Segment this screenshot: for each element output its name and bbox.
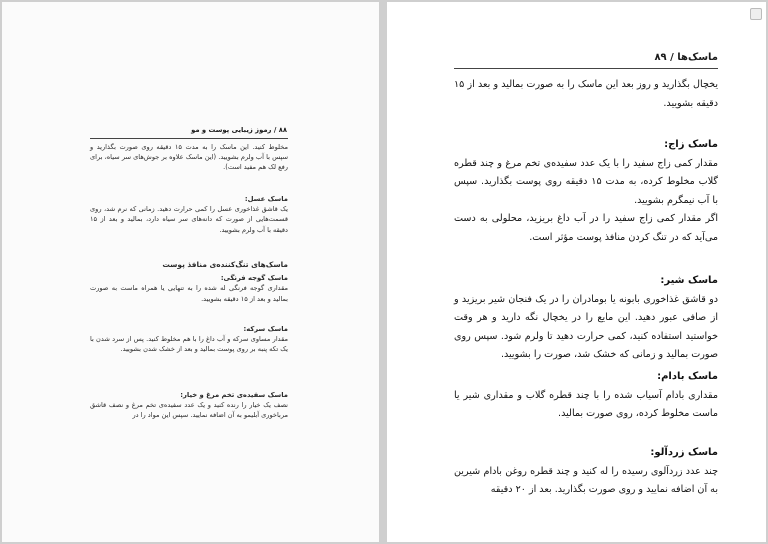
almond-mask-section [454, 368, 718, 424]
apricot-mask-section [454, 444, 718, 500]
right-header-rule [454, 68, 718, 69]
right-intro-text: یخچال بگذارید و روز بعد این ماسک را به صورت بمالید و بعد از ۱۵ دقیقه بشویید. [454, 79, 718, 109]
page-corner-icon [750, 8, 762, 20]
left-page-header: ۸۸ / رموز زیبایی پوست و مو [191, 126, 287, 134]
eggwhite-mask-section [90, 390, 288, 421]
zaj-mask-body-2: اگر مقدار کمی زاج سفید را در آب داغ بریزید، محلولی به دست می‌آید که در تنگ کردن منافذ پوست مؤثر است. [454, 213, 718, 243]
left-header-rule [90, 138, 288, 139]
right-page-header: ماسک‌ها / ۸۹ [654, 52, 718, 63]
eggwhite-mask-title: ماسک سفیده‌ی تخم مرغ و خیار: [180, 391, 288, 399]
vinegar-mask-body: مقدار مساوی سرکه و آب داغ را با هم مخلوط کنید. پس از سرد شدن با یک تکه پنبه بر روی پوست بمالید و بعد از خشک شدن بشویید. [90, 335, 288, 354]
vinegar-mask-section [90, 324, 288, 355]
tomato-mask-title: ماسک گوجه فرنگی: [220, 274, 288, 283]
vinegar-mask-title: ماسک سرکه: [243, 325, 288, 333]
milk-mask-section [454, 272, 718, 365]
pore-masks-section [90, 260, 288, 304]
right-page [387, 2, 766, 542]
zaj-mask-body-1: مقدار کمی زاج سفید را با یک عدد سفیده‌ی تخم مرغ و چند قطره گلاب مخلوط کرده، به مدت ۱۵ دقیقه روی پوست بگذارید. سپس با آب نیمگرم بشویید. [454, 157, 718, 206]
almond-mask-body: مقداری بادام آسیاب شده را با چند قطره گلاب و مقداری شیر یا ماست مخلوط کرده، روی صورت بمالید. [454, 389, 718, 420]
milk-mask-title: ماسک شیر: [660, 275, 718, 286]
honey-mask-title: ماسک عسل: [244, 195, 288, 203]
almond-mask-title: ماسک بادام: [657, 371, 718, 382]
left-intro-text: مخلوط کنید. این ماسک را به مدت ۱۵ دقیقه روی صورت بگذارید و سپس با آب ولرم بشویید. (این ماسک علاوه بر جوش‌های سر سیاه، برای رفع لک هم مفید است). [90, 143, 288, 172]
apricot-mask-body: چند عدد زردآلوی رسیده را له کنید و چند قطره روغن بادام شیرین به آن اضافه نمایید و روی صورت بگذارید. بعد از ۲۰ دقیقه [454, 465, 718, 496]
milk-mask-body: دو قاشق غذاخوری بابونه یا بومادران را در یک فنجان شیر بریزید و از صافی عبور دهید. این مایع را در یخچال نگه دارید و هر وقت خواستید استفاده کنید، کمی حرارت دهید تا ولرم شود. سپس روی صورت بمالید و زمانی که خشک شد، صورت را بشویید. [454, 293, 718, 361]
tomato-mask-body: مقداری گوجه فرنگی له شده را به تنهایی یا همراه ماست به صورت بمالید و بعد از ۱۵ دقیقه بشویید. [90, 284, 288, 303]
pore-masks-heading: ماسک‌های تنگ‌کننده‌ی منافذ پوست [162, 260, 288, 269]
left-page [2, 2, 379, 542]
zaj-mask-section [454, 136, 718, 248]
honey-mask-section [90, 194, 288, 235]
eggwhite-mask-body: نصف یک خیار را رنده کنید و یک عدد سفیده‌ی تخم مرغ و نصف قاشق مرباخوری آبلیمو به آن اضافه نمایید. سپس این مواد را در [90, 401, 288, 420]
right-intro-paragraph [454, 76, 718, 113]
left-paragraph-intro [90, 142, 288, 173]
zaj-mask-title: ماسک زاج: [664, 139, 718, 150]
honey-mask-body: یک قاشق غذاخوری عسل را کمی حرارت دهید. زمانی که نرم شد، روی قسمت‌هایی از صورت که دانه‌های سر سیاه دارد، بمالید و بعد از ۱۵ دقیقه با آب ولرم بشویید. [90, 205, 288, 234]
apricot-mask-title: ماسک زردآلو: [650, 447, 718, 458]
